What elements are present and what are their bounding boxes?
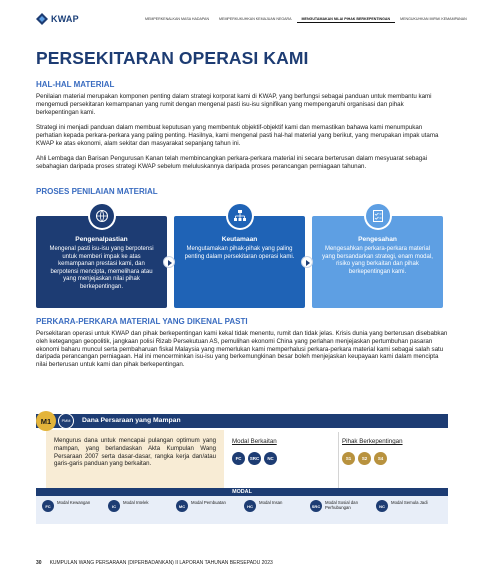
legend-item-hc: [244, 500, 297, 512]
capital-legend: [36, 496, 448, 524]
card-body: Mengutamakan pihak-pihak yang paling penting dalam persekitaran operasi kami.: [184, 246, 295, 260]
kwap-logo-icon: [36, 13, 48, 25]
card-priority: [174, 216, 305, 308]
top-header: [0, 0, 480, 38]
m1-divider: [338, 432, 339, 492]
material-para-3: Ahli Lembaga dan Barisan Pengurusan Kanan telah membincangkan perkara-perkara material ini secara berterusan dalam mesyuarat sebagai sebahagian daripada proses strategi KWAP sebelum meluluskannya daripada proses perancangan perniagaan tahunan.: [36, 155, 428, 170]
footer-text: KUMPULAN WANG PERSARAAN (DIPERBADANKAN) II LAPORAN TAHUNAN BERSEPADU 2023: [49, 560, 273, 566]
process-heading: PROSES PENILAIAN MATERIAL: [36, 187, 158, 196]
capital-chip-fc: FC: [232, 452, 245, 465]
arrow-right-icon: [301, 256, 313, 268]
legend-item-nc: [376, 500, 429, 512]
legend-label: Modal Pembuatan: [191, 500, 226, 505]
card-icon-wrap: [364, 202, 392, 230]
material-para-2: Strategi ini menjadi panduan dalam membuat keputusan yang membentuk objektif-objektif kami dan memastikan bahawa kami menumpukan perhatian kepada perkara-perkara yang paling penting. Hasilnya, kami mengenal pasti hal-hal material yang berikut, yang merupakan impak utama KWAP ke atas ekonomi, alam sekitar dan masyarakat sepanjang tahun ini.: [36, 124, 439, 147]
arrow-right-icon: [163, 256, 175, 268]
globe-money-icon: [90, 204, 114, 228]
m1-badge: M1: [36, 411, 56, 431]
nav-tab-introducing-future[interactable]: MEMPERKENALKAN MASA HADAPAN: [145, 17, 210, 21]
matters-para: Persekitaran operasi untuk KWAP dan pihak berkepentingan kami kekal tidak menentu, rumit dan tidak jelas. Krisis dunia yang berterusan disebabkan oleh ketegangan geopolitik, jangkaan polisi Rizab Persekutuan AS, pemulihan ekonomi China yang perlahan menjejaskan pertumbuhan pasaran ekonomi baharu muncul serta pembaharuan fiskal Malaysia yang memerlukan kami memperhalusi perkara-perkara material kami sebagai salah satu daripada perancangan perniagaan. Hal ini mencerminkan isu-isu yang berkemungkinan besar boleh menjejaskan keupayaan kami dalam mencipta nilai berterusan untuk kami dan pihak berkepentingan.: [36, 330, 448, 369]
stakeholder-chip-s1: S1: [342, 452, 355, 465]
nav-tab-national-progress[interactable]: MEMPERKUKUHKAN KEMAJUAN NEGARA: [219, 17, 292, 21]
card-body: Mengenal pasti isu-isu yang berpotensi untuk memberi impak ke atas kemampanan prestasi kami, dan berpotensi mencipta, memelihara atau yang menjejaskan nilai pihak berkepentingan.: [49, 246, 154, 290]
legend-label: Modal Kewangan: [57, 500, 91, 505]
logo-text: KWAP: [51, 14, 79, 24]
card-icon-wrap: [88, 202, 116, 230]
material-heading: HAL-HAL MATERIAL: [36, 80, 115, 89]
capital-chip-nc: NC: [264, 452, 277, 465]
card-title: Pengesahan: [358, 236, 397, 243]
stakeholder-chip-s2: S2: [358, 452, 371, 465]
section-nav: [140, 16, 472, 23]
card-title: Pengenalpastian: [75, 236, 128, 243]
legend-item-fc: [42, 500, 95, 512]
legend-chip: SRC: [310, 500, 322, 512]
capital-chip-src: SRC: [248, 452, 261, 465]
page-title: PERSEKITARAN OPERASI KAMI: [36, 48, 309, 68]
pmm-badge: PMM: [58, 413, 74, 429]
m1-description: Mengurus dana untuk mencapai pulangan optimum yang mampan, yang berlandaskan Akta Kumpulan Wang Persaraan 2007 serta dasar-dasar, rangka kerja dan/atau garis-garis panduan yang berkaitan.: [54, 437, 216, 468]
capital-legend-heading: MODAL: [36, 488, 448, 496]
legend-item-src: [310, 500, 363, 512]
legend-label: Modal Insan: [259, 500, 283, 505]
legend-chip: HC: [244, 500, 256, 512]
stakeholder-chip-s4: S4: [374, 452, 387, 465]
checklist-icon: [366, 204, 390, 228]
legend-chip: NC: [376, 500, 388, 512]
nav-tab-sustainability-impact[interactable]: MENGUKUHKAN IMPAK KEMAMPANAN: [400, 17, 467, 21]
legend-chip: FC: [42, 500, 54, 512]
matters-heading: PERKARA-PERKARA MATERIAL YANG DIKENAL PASTI: [36, 317, 248, 326]
card-identification: [36, 216, 167, 308]
legend-label: Modal Sosial dan Perhubungan: [325, 500, 358, 511]
process-cards: [36, 200, 444, 308]
card-body: Mengesahkan perkara-perkara material yang bersandarkan strategi, enam modal, risiko yang berkaitan dan pihak berkepentingan kami.: [322, 246, 433, 275]
legend-chip: IC: [108, 500, 120, 512]
legend-chip: MC: [176, 500, 188, 512]
legend-label: Modal Semula Jadi: [391, 500, 428, 505]
related-capital-label: Modal Berkaitan: [232, 438, 277, 445]
stakeholders-label: Pihak Berkepentingan: [342, 438, 403, 445]
legend-item-mc: [176, 500, 229, 512]
card-icon-wrap: [226, 202, 254, 230]
m1-title: Dana Persaraan yang Mampan: [82, 417, 181, 424]
card-validation: [312, 216, 443, 308]
legend-item-ic: [108, 500, 161, 512]
legend-label: Modal Intelek: [123, 500, 149, 505]
material-para-1: Penilaian material merupakan komponen penting dalam strategi korporat kami di KWAP, yang berfungsi sebagai panduan untuk membantu kami mengemudi persekitaran kemampanan yang rumit dengan mengenal pasti isu-isu signifikan yang mempengaruhi organisasi dan pihak berkepentingan kami.: [36, 93, 432, 116]
card-title: Keutamaan: [221, 236, 258, 243]
nav-tab-stakeholder-value[interactable]: MENGUTAMAKAN NILAI PIHAK BERKEPENTINGAN: [297, 16, 396, 23]
page-footer: [36, 560, 273, 566]
kwap-logo[interactable]: [36, 13, 79, 25]
org-chart-icon: [228, 204, 252, 228]
page-number: 30: [36, 560, 42, 566]
